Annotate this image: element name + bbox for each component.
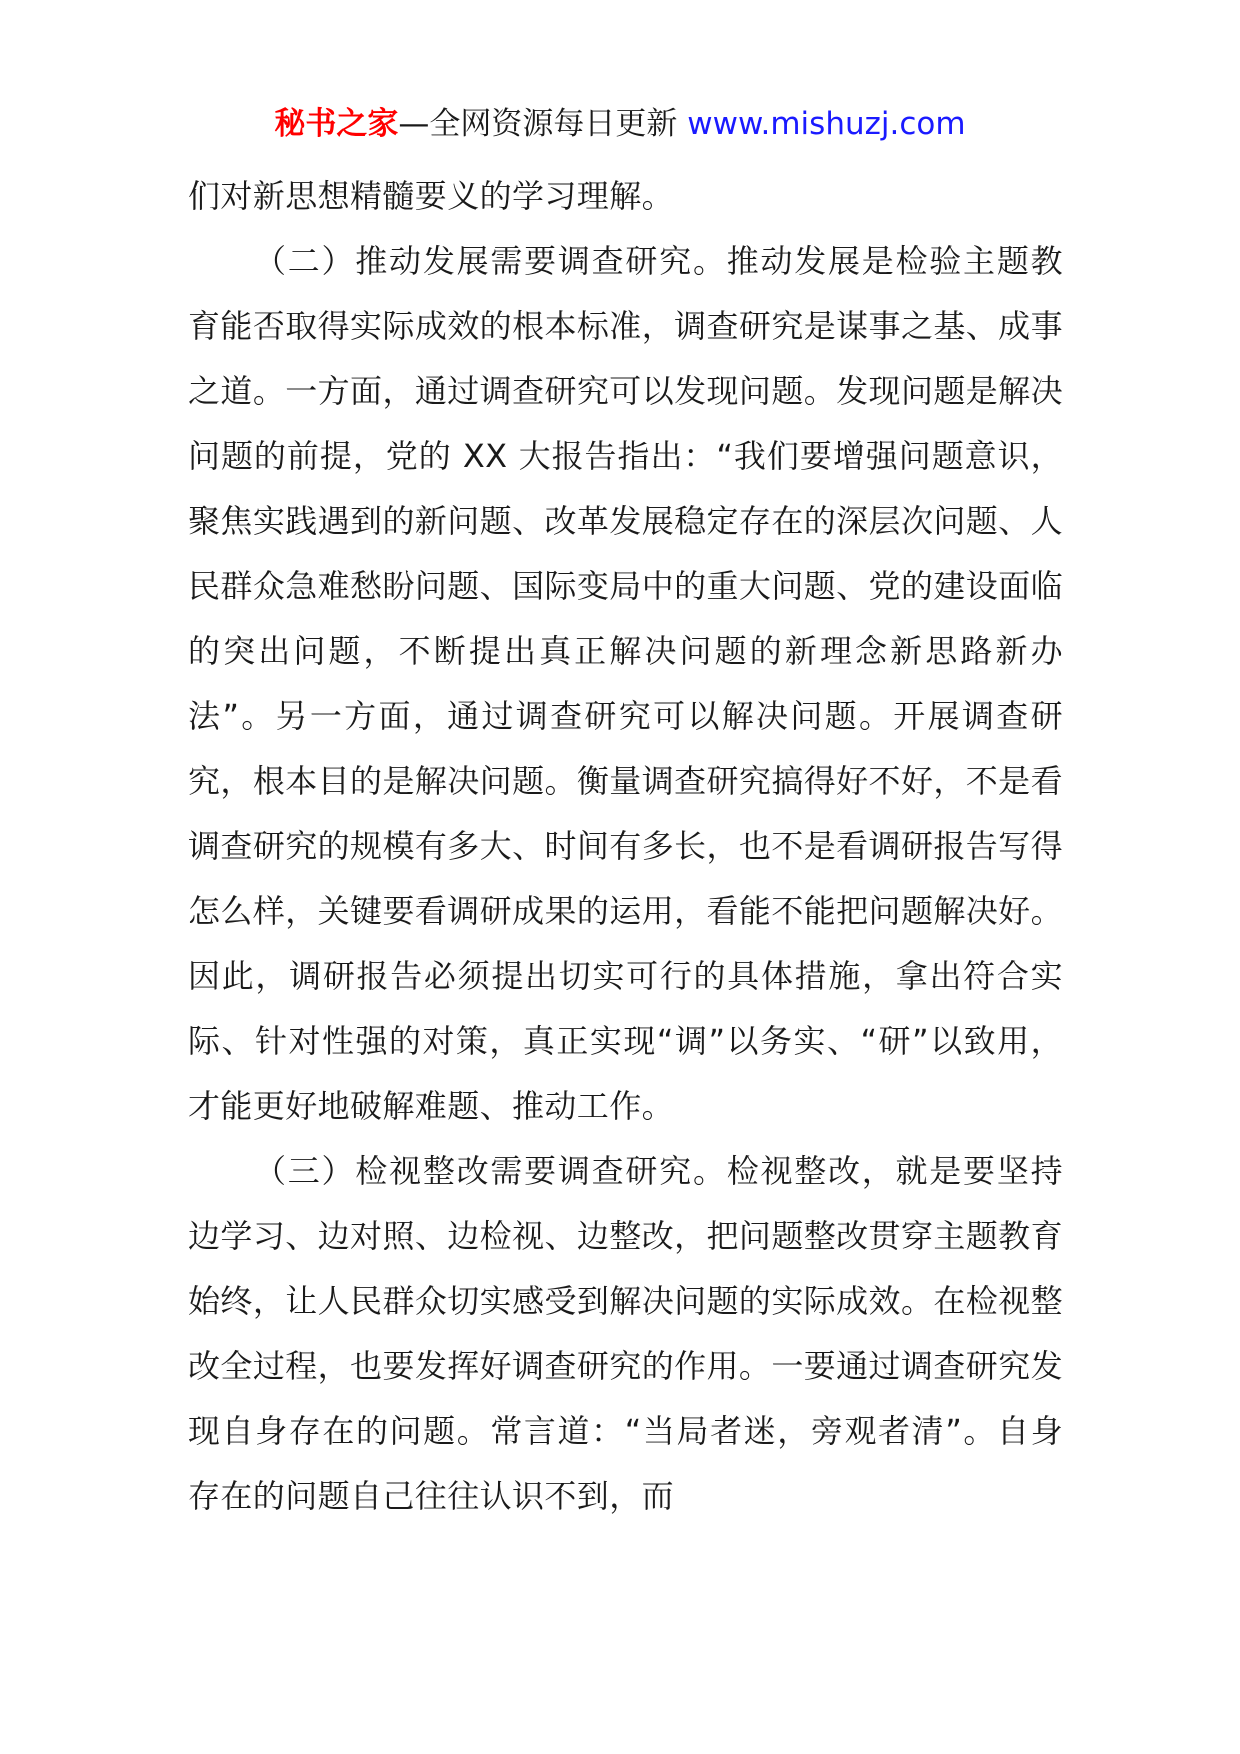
paragraph-continuation: 们对新思想精髓要义的学习理解。 <box>188 177 675 215</box>
paragraph-section-2: （二）推动发展需要调查研究。推动发展是检验主题教育能否取得实际成效的根本标准，调查研究是谋事之基、成事之道。一方面，通过调查研究可以发现问题。发现问题是解决问题的前提，党的 XX 大报告指出：“我们要增强问题意识，聚焦实践遇到的新问题、改革发展稳定存在的深层次问题、人民群众急难愁盼问题、国际变局中的重大问题、党的建设面临的突出问题，不断提出真正解决问题的新理念新思路新办法”。另一方面，通过调查研究可以解决问题。开展调查研究，根本目的是解决问题。衡量调查研究搞得好不好，不是看调查研究的规模有多大、时间有多长，也不是看调研报告写得怎么样，关键要看调研成果的运用，看能不能把问题解决好。因此，调研报告必须提出切实可行的具体措施，拿出符合实际、针对性强的对策，真正实现“调”以务实、“研”以致用，才能更好地破解难题、推动工作。 <box>188 242 1063 1125</box>
brand-name: 秘书之家 <box>274 106 399 142</box>
paragraph-section-3: （三）检视整改需要调查研究。检视整改，就是要坚持边学习、边对照、边检视、边整改，把问题整改贯穿主题教育始终，让人民群众切实感受到解决问题的实际成效。在检视整改全过程，也要发挥好调查研究的作用。一要通过调查研究发现自身存在的问题。常言道：“当局者迷，旁观者清”。自身存在的问题自己往往认识不到，而 <box>188 1152 1063 1515</box>
page-header <box>0 101 1240 147</box>
header-slogan: —全网资源每日更新 <box>398 106 688 142</box>
website-link[interactable]: www.mishuzj.com <box>687 106 966 142</box>
document-body <box>188 164 1063 1529</box>
